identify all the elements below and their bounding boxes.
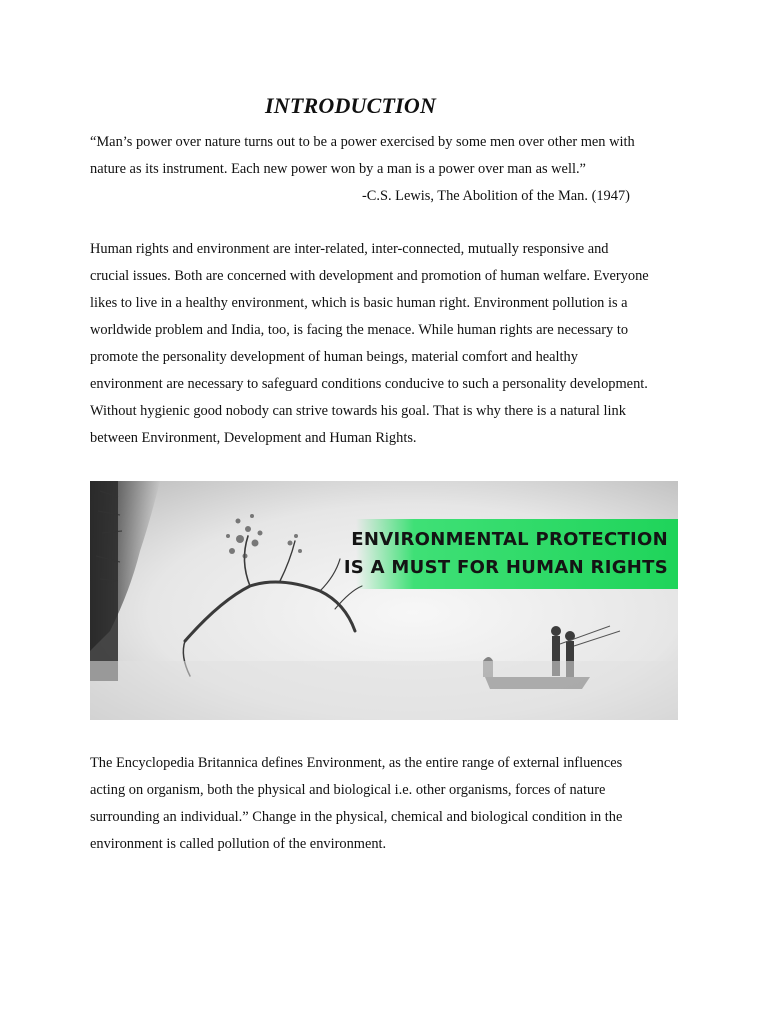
banner-line-1: ENVIRONMENTAL PROTECTION [351, 529, 668, 550]
paragraph-line: Human rights and environment are inter-related, inter-connected, mutually responsive and [90, 241, 609, 257]
paragraph-line: promote the personality development of human beings, material comfort and healthy [90, 349, 578, 365]
paragraph-line: worldwide problem and India, too, is facing the menace. While human rights are necessary to [90, 322, 629, 338]
banner-line-2: IS A MUST FOR HUMAN RIGHTS [343, 557, 668, 578]
quote-line-2: nature as its instrument. Each new power won by a man is a power over man as well.” [90, 161, 586, 177]
paragraph-line: likes to live in a healthy environment, which is basic human right. Environment pollution is a [90, 295, 628, 311]
paragraph-line: The Encyclopedia Britannica defines Environment, as the entire range of external influences [90, 755, 623, 771]
quote-attribution: -C.S. Lewis, The Abolition of the Man. (1947) [362, 188, 630, 204]
paragraph-line: Without hygienic good nobody can strive towards his goal. That is why there is a natural link [90, 403, 626, 419]
paragraph-definition [90, 750, 690, 858]
paragraph-line: environment are necessary to safeguard conditions conducive to such a personality development. [90, 376, 648, 392]
paragraph-line: surrounding an individual.” Change in the physical, chemical and biological condition in the [90, 809, 623, 825]
paragraph-line: environment is called pollution of the environment. [90, 836, 387, 852]
paragraph-human-rights [90, 236, 690, 452]
paragraph-line: between Environment, Development and Human Rights. [90, 430, 417, 446]
paragraph-line: crucial issues. Both are concerned with development and promotion of human welfare. Everyone [90, 268, 649, 284]
environment-banner-image [90, 481, 678, 720]
quote-line-1: “Man’s power over nature turns out to be a power exercised by some men over other men with [90, 134, 635, 150]
paragraph-line: acting on organism, both the physical and biological i.e. other organisms, forces of nature [90, 782, 606, 798]
foggy-lake-illustration [90, 481, 678, 720]
banner-headline [343, 519, 678, 589]
page-title: INTRODUCTION [265, 93, 437, 118]
